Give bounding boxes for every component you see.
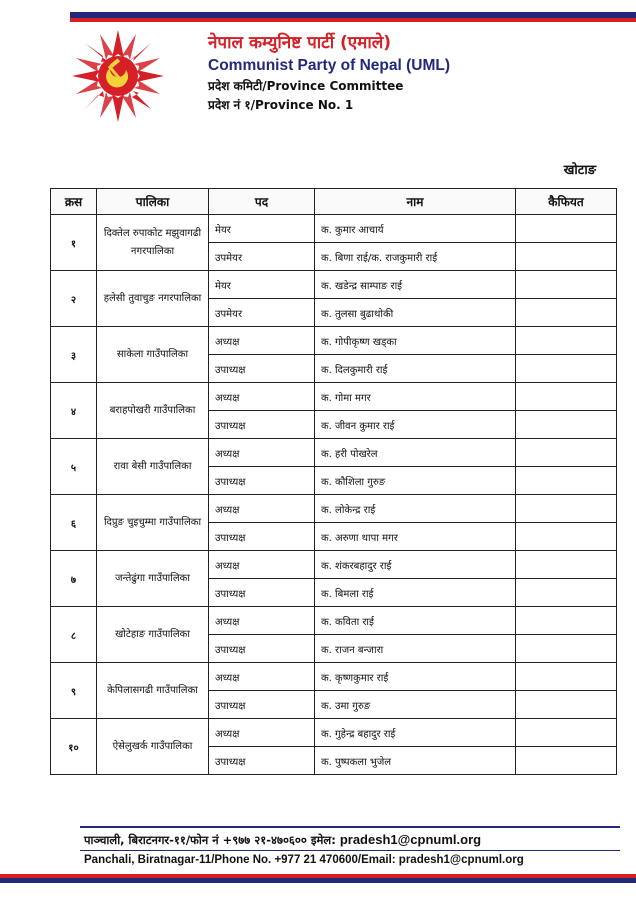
official-name: क. राजन बन्जारा <box>315 635 516 663</box>
serial-number: ६ <box>51 495 97 551</box>
post-cell: उपाध्यक्ष <box>209 355 315 383</box>
table-row <box>51 439 617 467</box>
post-cell: अध्यक्ष <box>209 495 315 523</box>
remarks-cell <box>516 551 617 579</box>
municipality-name: दिप्रुङ चुइचुम्मा गाउँपालिका <box>97 495 209 551</box>
post-cell: अध्यक्ष <box>209 719 315 747</box>
official-name: क. गोमा मगर <box>315 383 516 411</box>
column-header-remarks: कैफियत <box>516 189 617 215</box>
remarks-cell <box>516 719 617 747</box>
municipality-name: साकेला गाउँपालिका <box>97 327 209 383</box>
remarks-cell <box>516 271 617 299</box>
official-name: क. दिलकुमारी राई <box>315 355 516 383</box>
post-cell: उपमेयर <box>209 243 315 271</box>
serial-number: ७ <box>51 551 97 607</box>
post-cell: अध्यक्ष <box>209 551 315 579</box>
table-row <box>51 663 617 691</box>
post-cell: अध्यक्ष <box>209 327 315 355</box>
table-row <box>51 719 617 747</box>
official-name: क. बिमला राई <box>315 579 516 607</box>
post-cell: उपाध्यक्ष <box>209 635 315 663</box>
remarks-cell <box>516 495 617 523</box>
serial-number: १० <box>51 719 97 775</box>
letterhead <box>208 32 628 115</box>
table-row <box>51 215 617 243</box>
official-name: क. कुमार आचार्य <box>315 215 516 243</box>
party-name-nepali: नेपाल कम्युनिष्ट पार्टी (एमाले) <box>208 33 392 53</box>
remarks-cell <box>516 411 617 439</box>
remarks-cell <box>516 607 617 635</box>
remarks-cell <box>516 635 617 663</box>
footer-band-navy <box>0 878 636 883</box>
official-name: क. कृष्णकुमार राई <box>315 663 516 691</box>
province-line: प्रदेश नं १/Province No. 1 <box>208 98 354 112</box>
post-cell: मेयर <box>209 215 315 243</box>
post-cell: अध्यक्ष <box>209 383 315 411</box>
serial-number: १ <box>51 215 97 271</box>
municipality-name: खोटेहाङ गाउँपालिका <box>97 607 209 663</box>
official-name: क. पुष्पकला भुजेल <box>315 747 516 775</box>
remarks-cell <box>516 327 617 355</box>
footer-color-band <box>0 874 636 884</box>
table-row <box>51 551 617 579</box>
column-header-municipality: पालिका <box>97 189 209 215</box>
post-cell: उपाध्यक्ष <box>209 467 315 495</box>
official-name: क. गोपीकृष्ण खड्का <box>315 327 516 355</box>
post-cell: अध्यक्ष <box>209 607 315 635</box>
serial-number: ८ <box>51 607 97 663</box>
official-name: क. बिणा राई/क. राजकुमारी राई <box>315 243 516 271</box>
hammer-sickle-star-icon <box>70 28 166 124</box>
official-name: क. हरी पोखरेल <box>315 439 516 467</box>
municipality-name: ऐसेलुखर्क गाउँपालिका <box>97 719 209 775</box>
remarks-cell <box>516 243 617 271</box>
committee-line: प्रदेश कमिटी/Province Committee <box>208 79 404 93</box>
official-name: क. कविता राई <box>315 607 516 635</box>
footer-address-english: Panchali, Biratnagar-11/Phone No. +977 21 470600/Email: pradesh1@cpnuml.org <box>84 854 524 866</box>
header-band-red <box>70 18 636 22</box>
serial-number: ९ <box>51 663 97 719</box>
post-cell: अध्यक्ष <box>209 439 315 467</box>
serial-number: ३ <box>51 327 97 383</box>
remarks-cell <box>516 355 617 383</box>
remarks-cell <box>516 215 617 243</box>
post-cell: अध्यक्ष <box>209 663 315 691</box>
table-header-row <box>51 189 617 215</box>
party-name-english: Communist Party of Nepal (UML) <box>208 57 450 74</box>
municipality-name: हलेसी तुवाचुङ नगरपालिका <box>97 271 209 327</box>
municipality-name: रावा बेसी गाउँपालिका <box>97 439 209 495</box>
table-row <box>51 271 617 299</box>
post-cell: मेयर <box>209 271 315 299</box>
footer-address-nepali <box>84 832 481 848</box>
remarks-cell <box>516 663 617 691</box>
post-cell: उपाध्यक्ष <box>209 747 315 775</box>
post-cell: उपाध्यक्ष <box>209 691 315 719</box>
official-name: क. खडेन्द्र साम्पाङ राई <box>315 271 516 299</box>
remarks-cell <box>516 299 617 327</box>
serial-number: २ <box>51 271 97 327</box>
post-cell: उपाध्यक्ष <box>209 523 315 551</box>
remarks-cell <box>516 691 617 719</box>
serial-number: ५ <box>51 439 97 495</box>
footer-divider-thin <box>80 850 620 851</box>
post-cell: उपाध्यक्ष <box>209 411 315 439</box>
table-row <box>51 495 617 523</box>
official-name: क. अरुणा थापा मगर <box>315 523 516 551</box>
municipality-name: जन्तेढुंगा गाउँपालिका <box>97 551 209 607</box>
footer-address-nepali-text: पाञ्चाली, बिराटनगर-११/फोन नं +९७७ २१-४७०६०० <box>84 833 307 847</box>
official-name: क. गुहेन्द्र बहादुर राई <box>315 719 516 747</box>
table-row <box>51 327 617 355</box>
post-cell: उपमेयर <box>209 299 315 327</box>
official-name: क. शंकरबहादुर राई <box>315 551 516 579</box>
footer-divider <box>80 826 620 828</box>
municipality-name: बराहपोखरी गाउँपालिका <box>97 383 209 439</box>
official-name: क. जीवन कुमार राई <box>315 411 516 439</box>
remarks-cell <box>516 383 617 411</box>
municipality-name: दिक्तेल रुपाकोट मझुवागढी नगरपालिका <box>97 215 209 271</box>
remarks-cell <box>516 523 617 551</box>
remarks-cell <box>516 439 617 467</box>
official-name: क. कौशिला गुरुङ <box>315 467 516 495</box>
serial-number: ४ <box>51 383 97 439</box>
official-name: क. उमा गुरुङ <box>315 691 516 719</box>
column-header-post: पद <box>209 189 315 215</box>
official-name: क. लोकेन्द्र राई <box>315 495 516 523</box>
footer-email: pradesh1@cpnuml.org <box>339 832 482 847</box>
post-cell: उपाध्यक्ष <box>209 579 315 607</box>
remarks-cell <box>516 467 617 495</box>
officials-table <box>50 188 617 775</box>
column-header-name: नाम <box>315 189 516 215</box>
column-header-sn: क्रस <box>51 189 97 215</box>
remarks-cell <box>516 579 617 607</box>
municipality-name: केपिलासगढी गाउँपालिका <box>97 663 209 719</box>
official-name: क. तुलसा बुढाथोकी <box>315 299 516 327</box>
remarks-cell <box>516 747 617 775</box>
footer-email-label: इमेल: <box>310 833 336 847</box>
district-name: खोटाङ <box>563 163 596 178</box>
table-row <box>51 607 617 635</box>
table-row <box>51 383 617 411</box>
